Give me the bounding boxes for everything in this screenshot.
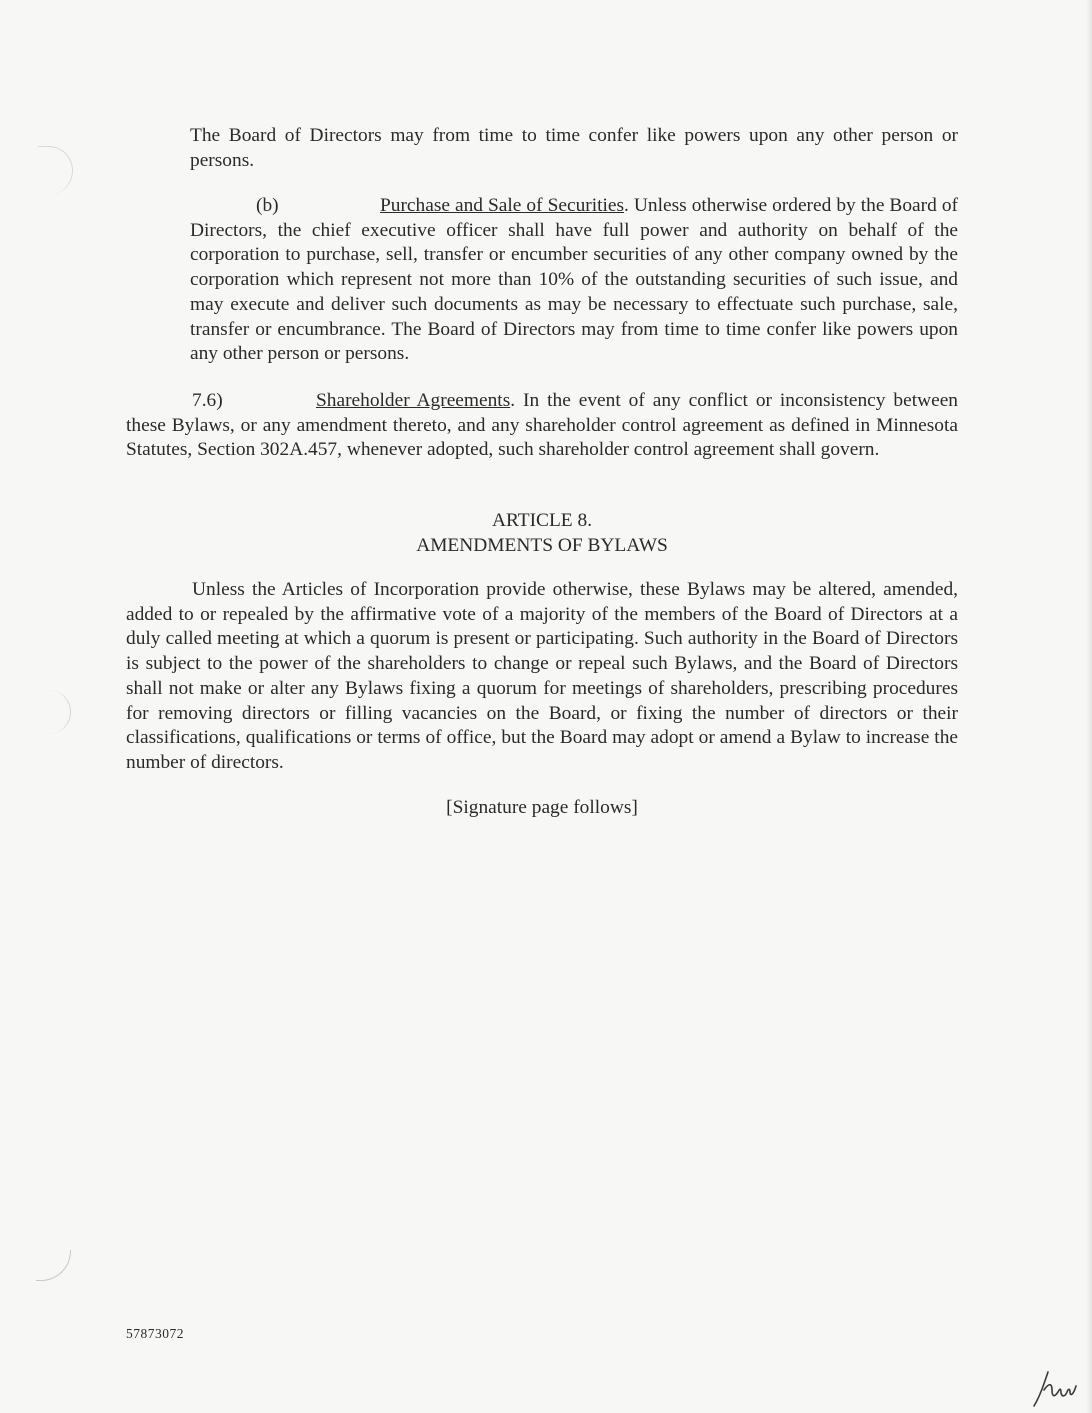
section-b-title: Purchase and Sale of Securities	[380, 195, 625, 216]
article-number: ARTICLE 8.	[491, 510, 593, 531]
section-7-6-paragraph	[126, 389, 958, 463]
signature-page-note: [Signature page follows]	[446, 797, 638, 818]
article-heading	[126, 508, 958, 558]
section-7-6-body: . In the event of any conflict or inconsistency between these Bylaws, or any amendment thereto, and any shareholder control agreement as defined in Minnesota Statutes, Section 302A.457, whenever adopted, such shareholder control agreement shall govern.	[126, 390, 958, 461]
section-7-6-title: Shareholder Agreements	[316, 390, 511, 411]
section-b-paragraph	[190, 194, 958, 367]
binder-hole-middle	[36, 690, 71, 734]
binder-hole-bottom	[36, 1250, 71, 1281]
article-title: AMENDMENTS OF BYLAWS	[416, 535, 668, 556]
binder-hole-top	[38, 146, 73, 195]
scan-edge-shadow	[1086, 0, 1092, 1413]
handwritten-initials	[1030, 1366, 1078, 1408]
section-7-6-number: 7.6)	[192, 390, 223, 411]
continuation-paragraph: The Board of Directors may from time to time confer like powers upon any other person or persons.	[190, 125, 958, 171]
article-8-paragraph: Unless the Articles of Incorporation provide otherwise, these Bylaws may be altered, amended, added to or repealed by the affirmative vote of a majority of the members of the Board of Directors at a duly called meeting at which a quorum is present or participating. Such authority in the Board of Directors is subject to the power of the shareholders to change or repeal such Bylaws, and the Board of Directors shall not make or alter any Bylaws fixing a quorum for meetings of shareholders, prescribing procedures for removing directors or filling vacancies on the Board, or fixing the number of directors or their classifications, qualifications or terms of office, but the Board may adopt or amend a Bylaw to increase the number of directors.	[126, 579, 958, 773]
section-b-number: (b)	[256, 195, 279, 216]
document-id: 57873072	[126, 1326, 184, 1341]
section-b-body: . Unless otherwise ordered by the Board of Directors, the chief executive officer shall have full power and authority on behalf of the corporation to purchase, sell, transfer or encumber securities of any other company owned by the corporation which represent not more than 10% of the outstanding securities of such issue, and may execute and deliver such documents as may be necessary to effectuate such purchase, sale, transfer or encumbrance. The Board of Directors may from time to time confer like powers upon any other person or persons.	[190, 195, 958, 365]
